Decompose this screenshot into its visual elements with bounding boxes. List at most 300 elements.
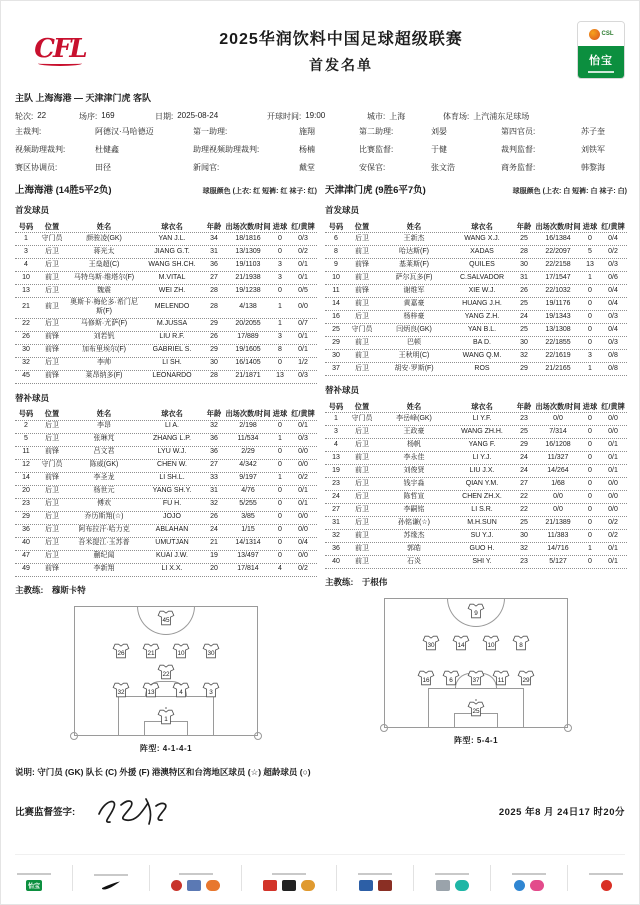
player-cell: 0 (278, 526, 282, 534)
player-cell: 1 (588, 364, 592, 372)
player-cell: 30 (520, 260, 528, 268)
player-cell: 蒋光太 (93, 247, 115, 255)
player-cell: 11/383 (547, 531, 569, 539)
player-cell: 刘若钒 (93, 333, 115, 341)
player-row (325, 452, 627, 465)
svg-text:30: 30 (207, 650, 215, 658)
table-header-row (325, 400, 627, 413)
player-cell: 后卫 (355, 479, 369, 487)
info-label: 第二助理: (359, 127, 394, 136)
player-cell: 李新翔 (93, 565, 115, 573)
player-row (15, 473, 317, 486)
player-cell: 0 (588, 325, 592, 333)
player-cell: 40 (332, 557, 340, 565)
player-cell: 基莱斯(F) (399, 260, 429, 268)
player-cell: 4 (24, 260, 28, 268)
svg-text:37: 37 (472, 677, 480, 685)
player-cell: 36 (210, 260, 218, 268)
player-cell: GABRIEL S. (152, 346, 192, 354)
player-cell: 李永佳 (403, 453, 425, 461)
player-row (325, 233, 627, 246)
away-coach-line (325, 576, 627, 588)
player-cell: 0 (278, 422, 282, 430)
player-cell: 29 (210, 346, 218, 354)
column-header: 进球 (582, 221, 598, 231)
player-cell: 1 (278, 435, 282, 443)
supervisor-sign-label: 比赛监督签字: (15, 806, 76, 818)
info-label: 轮次: (15, 112, 34, 121)
player-cell: 0/4 (298, 539, 308, 547)
player-cell: 45 (22, 372, 30, 380)
player-row (15, 319, 317, 332)
player-cell: 26 (210, 333, 218, 341)
player-cell: 杨世元 (93, 487, 115, 495)
player-cell: 0 (278, 286, 282, 294)
player-cell: 13/1309 (235, 247, 261, 255)
competition-title: 2025华润饮料中国足球超级联赛 (219, 30, 463, 48)
home-subs-rows (15, 421, 317, 577)
player-row (325, 324, 627, 337)
info-label: 新闻官: (193, 163, 220, 172)
player-cell: 后卫 (45, 247, 59, 255)
home-formation-diagram (15, 606, 317, 754)
sheet-subtitle: 首发名单 (309, 56, 373, 73)
player-row (325, 272, 627, 285)
player-cell: 0/2 (298, 474, 308, 482)
player-cell: 3 (278, 273, 282, 281)
sponsor-divider (413, 865, 414, 891)
player-cell: 后卫 (45, 422, 59, 430)
player-cell: 李昂 (97, 422, 111, 430)
player-cell: 14/264 (547, 466, 569, 474)
player-cell: 1 (334, 414, 338, 422)
sponsor-group (17, 873, 51, 891)
player-cell: 25 (520, 299, 528, 307)
player-cell: 后卫 (355, 364, 369, 372)
player-cell: 前锋 (45, 474, 59, 482)
column-header: 出场次数/时间 (225, 409, 271, 418)
player-cell: 11/534 (237, 435, 259, 443)
player-cell: 25 (520, 518, 528, 526)
corner-arc (380, 724, 388, 732)
player-cell: 16/1384 (545, 234, 571, 242)
player-cell: 8 (334, 247, 338, 255)
player-cell: 后卫 (355, 492, 369, 500)
player-cell: 37 (332, 364, 340, 372)
player-jersey-icon (158, 709, 175, 725)
player-cell: 0/3 (298, 234, 308, 242)
player-row (15, 564, 317, 577)
player-cell: 前锋 (45, 333, 59, 341)
player-cell: FU H. (162, 500, 182, 508)
player-cell: 2/29 (241, 448, 255, 456)
player-cell: 31 (210, 487, 218, 495)
player-cell: 0/0 (298, 552, 308, 560)
sponsor-divider (72, 865, 73, 891)
player-cell: 0/2 (298, 247, 308, 255)
player-row (325, 439, 627, 452)
player-cell: 0/3 (608, 260, 618, 268)
player-cell: 8 (278, 346, 282, 354)
column-header: 进球 (272, 221, 288, 231)
home-column (15, 182, 317, 754)
player-cell: 11/327 (547, 453, 569, 461)
player-cell: LI SH.L. (159, 474, 185, 482)
player-cell: 0 (278, 359, 282, 367)
player-cell: 17/1547 (545, 273, 571, 281)
player-cell: 前卫 (355, 247, 369, 255)
blue-drop-logo (514, 880, 525, 891)
column-header: 位置 (44, 221, 60, 231)
player-row (325, 478, 627, 491)
player-cell: 11 (332, 286, 340, 294)
player-cell: 22/2097 (545, 247, 571, 255)
abbreviation-legend: 说明: 守门员 (GK) 队长 (C) 外援 (F) 港澳特区和台湾地区球员 (☆) 超龄球员 (○) (15, 766, 311, 777)
player-cell: 魏震 (97, 286, 111, 294)
player-cell: 11 (22, 448, 30, 456)
player-cell: 27 (210, 273, 218, 281)
player-cell: 3/85 (241, 513, 255, 521)
home-starters-label: 首发球员 (15, 205, 50, 215)
player-cell: 31 (332, 518, 340, 526)
info-value: 施翔 (299, 127, 315, 136)
player-cell: 后卫 (45, 320, 59, 328)
player-cell: 1 (24, 234, 28, 242)
player-jersey-icon (113, 682, 130, 698)
info-value: 韩黎海 (581, 163, 605, 172)
sponsor-caption-bar (272, 873, 306, 875)
player-cell: 后卫 (45, 286, 59, 294)
player-cell: LI SH. (162, 359, 182, 367)
player-jersey-icon (482, 635, 499, 651)
cfl-logo-text: CFL (34, 34, 86, 64)
player-cell: 25 (520, 427, 528, 435)
home-away-line: 主队 上海海港 — 天津津门虎 客队 (15, 93, 152, 103)
player-cell: 21/1938 (235, 273, 261, 281)
player-cell: 0 (588, 479, 592, 487)
player-row (325, 543, 627, 556)
column-header: 球衣名 (471, 401, 493, 411)
match-info-row (15, 111, 625, 122)
player-cell: 后卫 (45, 500, 59, 508)
player-cell: 后卫 (355, 312, 369, 320)
player-row (15, 525, 317, 538)
player-cell: YAN B.L. (467, 325, 497, 333)
info-label: 场序: (79, 112, 98, 121)
player-row (325, 556, 627, 569)
player-cell: 0 (278, 487, 282, 495)
player-cell: 19/1238 (235, 286, 261, 294)
player-cell: 王秋明(C) (398, 351, 430, 359)
player-cell: 李嗣铭 (403, 505, 425, 513)
table-header-row (325, 220, 627, 233)
player-cell: 9/197 (239, 474, 257, 482)
player-cell: 0/1 (298, 346, 308, 354)
info-value: 阿德汉·马哈德迈 (95, 127, 154, 136)
player-cell: 前卫 (355, 351, 369, 359)
svg-text:4: 4 (179, 688, 183, 696)
player-cell: ABLAHAN (155, 526, 189, 534)
player-cell: CHEN W. (157, 461, 187, 469)
home-pitch (74, 606, 258, 736)
player-cell: 后卫 (45, 526, 59, 534)
player-cell: 13 (586, 260, 594, 268)
player-row (15, 345, 317, 358)
player-cell: 22/2158 (545, 260, 571, 268)
player-cell: 14/1314 (235, 539, 261, 547)
player-cell: C.SALVADOR (459, 273, 505, 281)
player-cell: MELENDO (154, 303, 190, 311)
column-header: 年龄 (206, 409, 222, 418)
svg-text:10: 10 (177, 650, 185, 658)
info-label: 日期: (155, 112, 174, 121)
sponsor-caption-bar (179, 873, 213, 875)
info-label: 视频助理裁判: (15, 145, 66, 154)
player-jersey-icon (512, 635, 529, 651)
player-cell: 22/1619 (545, 351, 571, 359)
info-value: 22 (37, 111, 47, 120)
player-cell: 李圣龙 (93, 474, 115, 482)
player-cell: 后卫 (355, 440, 369, 448)
ecommerce-red-logo (263, 880, 277, 891)
column-header: 红/黄牌 (291, 409, 315, 418)
photo-brand-logo (601, 880, 612, 891)
player-cell: 0 (588, 234, 592, 242)
home-kit-colors: 球服颜色 (上衣: 红 短裤: 红 袜子: 红) (202, 188, 317, 195)
player-cell: LI A. (164, 422, 179, 430)
info-value: 刘铁军 (581, 145, 605, 154)
sponsor-strip (15, 854, 625, 891)
sponsor-group (171, 873, 220, 891)
player-cell: M.H.SUN (467, 518, 497, 526)
info-label: 主裁判: (15, 127, 42, 136)
column-header: 姓名 (96, 409, 112, 418)
player-cell: 3 (24, 247, 28, 255)
gray-wordmark-logo (436, 880, 450, 891)
nike-swoosh-icon (101, 881, 121, 891)
player-cell: 前锋 (355, 260, 369, 268)
column-header: 位置 (44, 409, 60, 418)
player-row (325, 504, 627, 517)
player-cell: WEI ZH. (158, 286, 186, 294)
player-cell: 刘俊贤 (403, 466, 425, 474)
player-cell: 21 (210, 539, 218, 547)
player-cell: 0/4 (608, 299, 618, 307)
beer-brand-logo (301, 880, 315, 891)
player-jersey-icon (443, 670, 460, 686)
player-cell: 29 (332, 338, 340, 346)
signature-row (15, 790, 625, 832)
player-cell: 张琳芃 (93, 435, 115, 443)
player-cell: 郭皓 (407, 544, 421, 552)
player-cell: 颜骏凌(GK) (86, 234, 122, 242)
player-cell: 石炎 (407, 557, 421, 565)
player-cell: 9 (334, 260, 338, 268)
player-row (325, 246, 627, 259)
player-cell: YAN J.L. (158, 234, 186, 242)
info-value: 杜健鑫 (95, 145, 119, 154)
away-starters-table (325, 220, 627, 376)
player-cell: 2 (24, 422, 28, 430)
column-header: 进球 (582, 401, 598, 411)
player-cell: M.VITAL (158, 273, 186, 281)
player-cell: QIAN Y.M. (465, 479, 499, 487)
player-row (15, 298, 317, 319)
info-label: 第一助理: (193, 127, 228, 136)
player-cell: 萨尔瓦多(F) (395, 273, 433, 281)
player-cell: 马修斯·尤萨(F) (80, 320, 128, 328)
player-cell: 0/0 (553, 505, 563, 513)
csl-crest-text: CSL (601, 31, 614, 37)
player-jersey-icon (113, 643, 130, 659)
player-cell: 0/2 (298, 565, 308, 573)
player-cell: 后卫 (45, 552, 59, 560)
player-cell: 李岳峰(GK) (396, 414, 432, 422)
player-cell: WANG X.J. (464, 234, 500, 242)
teal-sports-logo (455, 880, 469, 891)
svg-text:1: 1 (164, 715, 168, 723)
svg-text:13: 13 (147, 688, 155, 696)
player-cell: 1 (588, 544, 592, 552)
sponsor-divider (490, 865, 491, 891)
player-jersey-icon (468, 670, 485, 686)
player-cell: 0/0 (608, 427, 618, 435)
player-cell: WANG Q.M. (462, 351, 502, 359)
player-cell: 28 (520, 247, 528, 255)
player-cell: 0/1 (608, 466, 618, 474)
player-row (15, 434, 317, 447)
player-cell: LI Y.J. (472, 453, 492, 461)
player-row (15, 259, 317, 272)
player-cell: 阿布拉汗·哈力克 (78, 526, 130, 534)
player-jersey-icon (172, 643, 189, 659)
info-value: 刘晏 (431, 127, 447, 136)
player-cell: 前卫 (355, 557, 369, 565)
player-cell: 0 (588, 312, 592, 320)
player-cell: 31 (210, 247, 218, 255)
player-row (325, 491, 627, 504)
player-cell: 谢维军 (403, 286, 425, 294)
player-cell: LI S.R. (471, 505, 493, 513)
player-cell: 33 (210, 474, 218, 482)
player-cell: 0 (588, 492, 592, 500)
player-cell: 20 (22, 487, 30, 495)
player-cell: 18/1816 (235, 234, 261, 242)
player-cell: 25 (520, 234, 528, 242)
player-cell: 前卫 (355, 531, 369, 539)
player-cell: 0/3 (608, 338, 618, 346)
info-value: 上海 (389, 112, 406, 121)
player-cell: 前卫 (355, 299, 369, 307)
player-cell: JIANG G.T. (154, 247, 190, 255)
player-jersey-icon (158, 610, 175, 626)
player-cell: 0/8 (608, 351, 618, 359)
column-header: 红/黄牌 (291, 221, 315, 231)
player-cell: 杨帆 (407, 440, 421, 448)
player-cell: 0/1 (298, 422, 308, 430)
player-cell: 27 (520, 479, 528, 487)
player-cell: 0/1 (298, 333, 308, 341)
player-cell: 24 (520, 453, 528, 461)
away-subs-rows (325, 413, 627, 569)
yibao-badge-body (578, 46, 624, 78)
player-cell: 1 (278, 320, 282, 328)
player-cell: 杨梓豪 (403, 312, 425, 320)
player-cell: 闫炳良(GK) (396, 325, 432, 333)
player-cell: 1/68 (551, 479, 565, 487)
column-header: 进球 (272, 409, 288, 418)
player-jersey-icon (143, 643, 160, 659)
player-cell: 29 (520, 364, 528, 372)
player-cell: 马特乌斯·维塔尔(F) (73, 273, 135, 281)
player-cell: 0 (588, 505, 592, 513)
player-cell: 黄嘉豪 (403, 299, 425, 307)
player-cell: 25 (520, 325, 528, 333)
sponsor-divider (241, 865, 242, 891)
player-cell: 莱昂纳多(F) (85, 372, 123, 380)
info-pair (443, 111, 623, 122)
column-header: 姓名 (406, 221, 422, 231)
sponsor-divider (567, 865, 568, 891)
column-header: 位置 (354, 221, 370, 231)
player-cell: 0/1 (298, 500, 308, 508)
player-cell: 28 (210, 303, 218, 311)
corner-arc (564, 724, 572, 732)
player-cell: 10 (332, 273, 340, 281)
player-jersey-icon (202, 682, 219, 698)
player-cell: 前卫 (355, 466, 369, 474)
player-cell: 16/1208 (545, 440, 571, 448)
player-cell: 16/1405 (235, 359, 261, 367)
player-cell: 后卫 (355, 505, 369, 513)
player-cell: 17/814 (237, 565, 259, 573)
player-cell: 王新杰 (403, 234, 425, 242)
player-cell: 0/7 (298, 320, 308, 328)
table-header-row (15, 220, 317, 233)
player-cell: 24 (520, 312, 528, 320)
sponsor-group (589, 873, 623, 891)
home-subs-table (15, 408, 317, 577)
player-cell: 0/0 (298, 448, 308, 456)
player-cell: WANG ZH.H. (461, 427, 503, 435)
title-block (105, 26, 577, 75)
player-cell: 3 (334, 427, 338, 435)
player-cell: 19/1605 (235, 346, 261, 354)
player-row (325, 337, 627, 350)
player-cell: 22/1855 (545, 338, 571, 346)
player-cell: 吕文君 (93, 448, 115, 456)
player-cell: 14 (332, 299, 340, 307)
svg-text:30: 30 (427, 641, 435, 649)
player-row (15, 499, 317, 512)
player-cell: 胡安·罗斯(F) (394, 364, 434, 372)
player-cell: 23 (332, 479, 340, 487)
player-cell: 1 (588, 273, 592, 281)
player-cell: YANG F. (468, 440, 496, 448)
player-cell: 26 (22, 333, 30, 341)
player-cell: 0/0 (298, 513, 308, 521)
away-team-header (325, 182, 627, 196)
corner-arc (254, 732, 262, 740)
dark-red-seal-logo (378, 880, 392, 891)
player-cell: 守门员 (351, 325, 373, 333)
cfl-league-logo (15, 34, 105, 66)
player-cell: 0/0 (553, 492, 563, 500)
player-cell: 27 (210, 461, 218, 469)
info-label: 比赛监督: (359, 145, 394, 154)
player-cell: 22/1032 (545, 286, 571, 294)
column-header: 号码 (328, 221, 344, 231)
